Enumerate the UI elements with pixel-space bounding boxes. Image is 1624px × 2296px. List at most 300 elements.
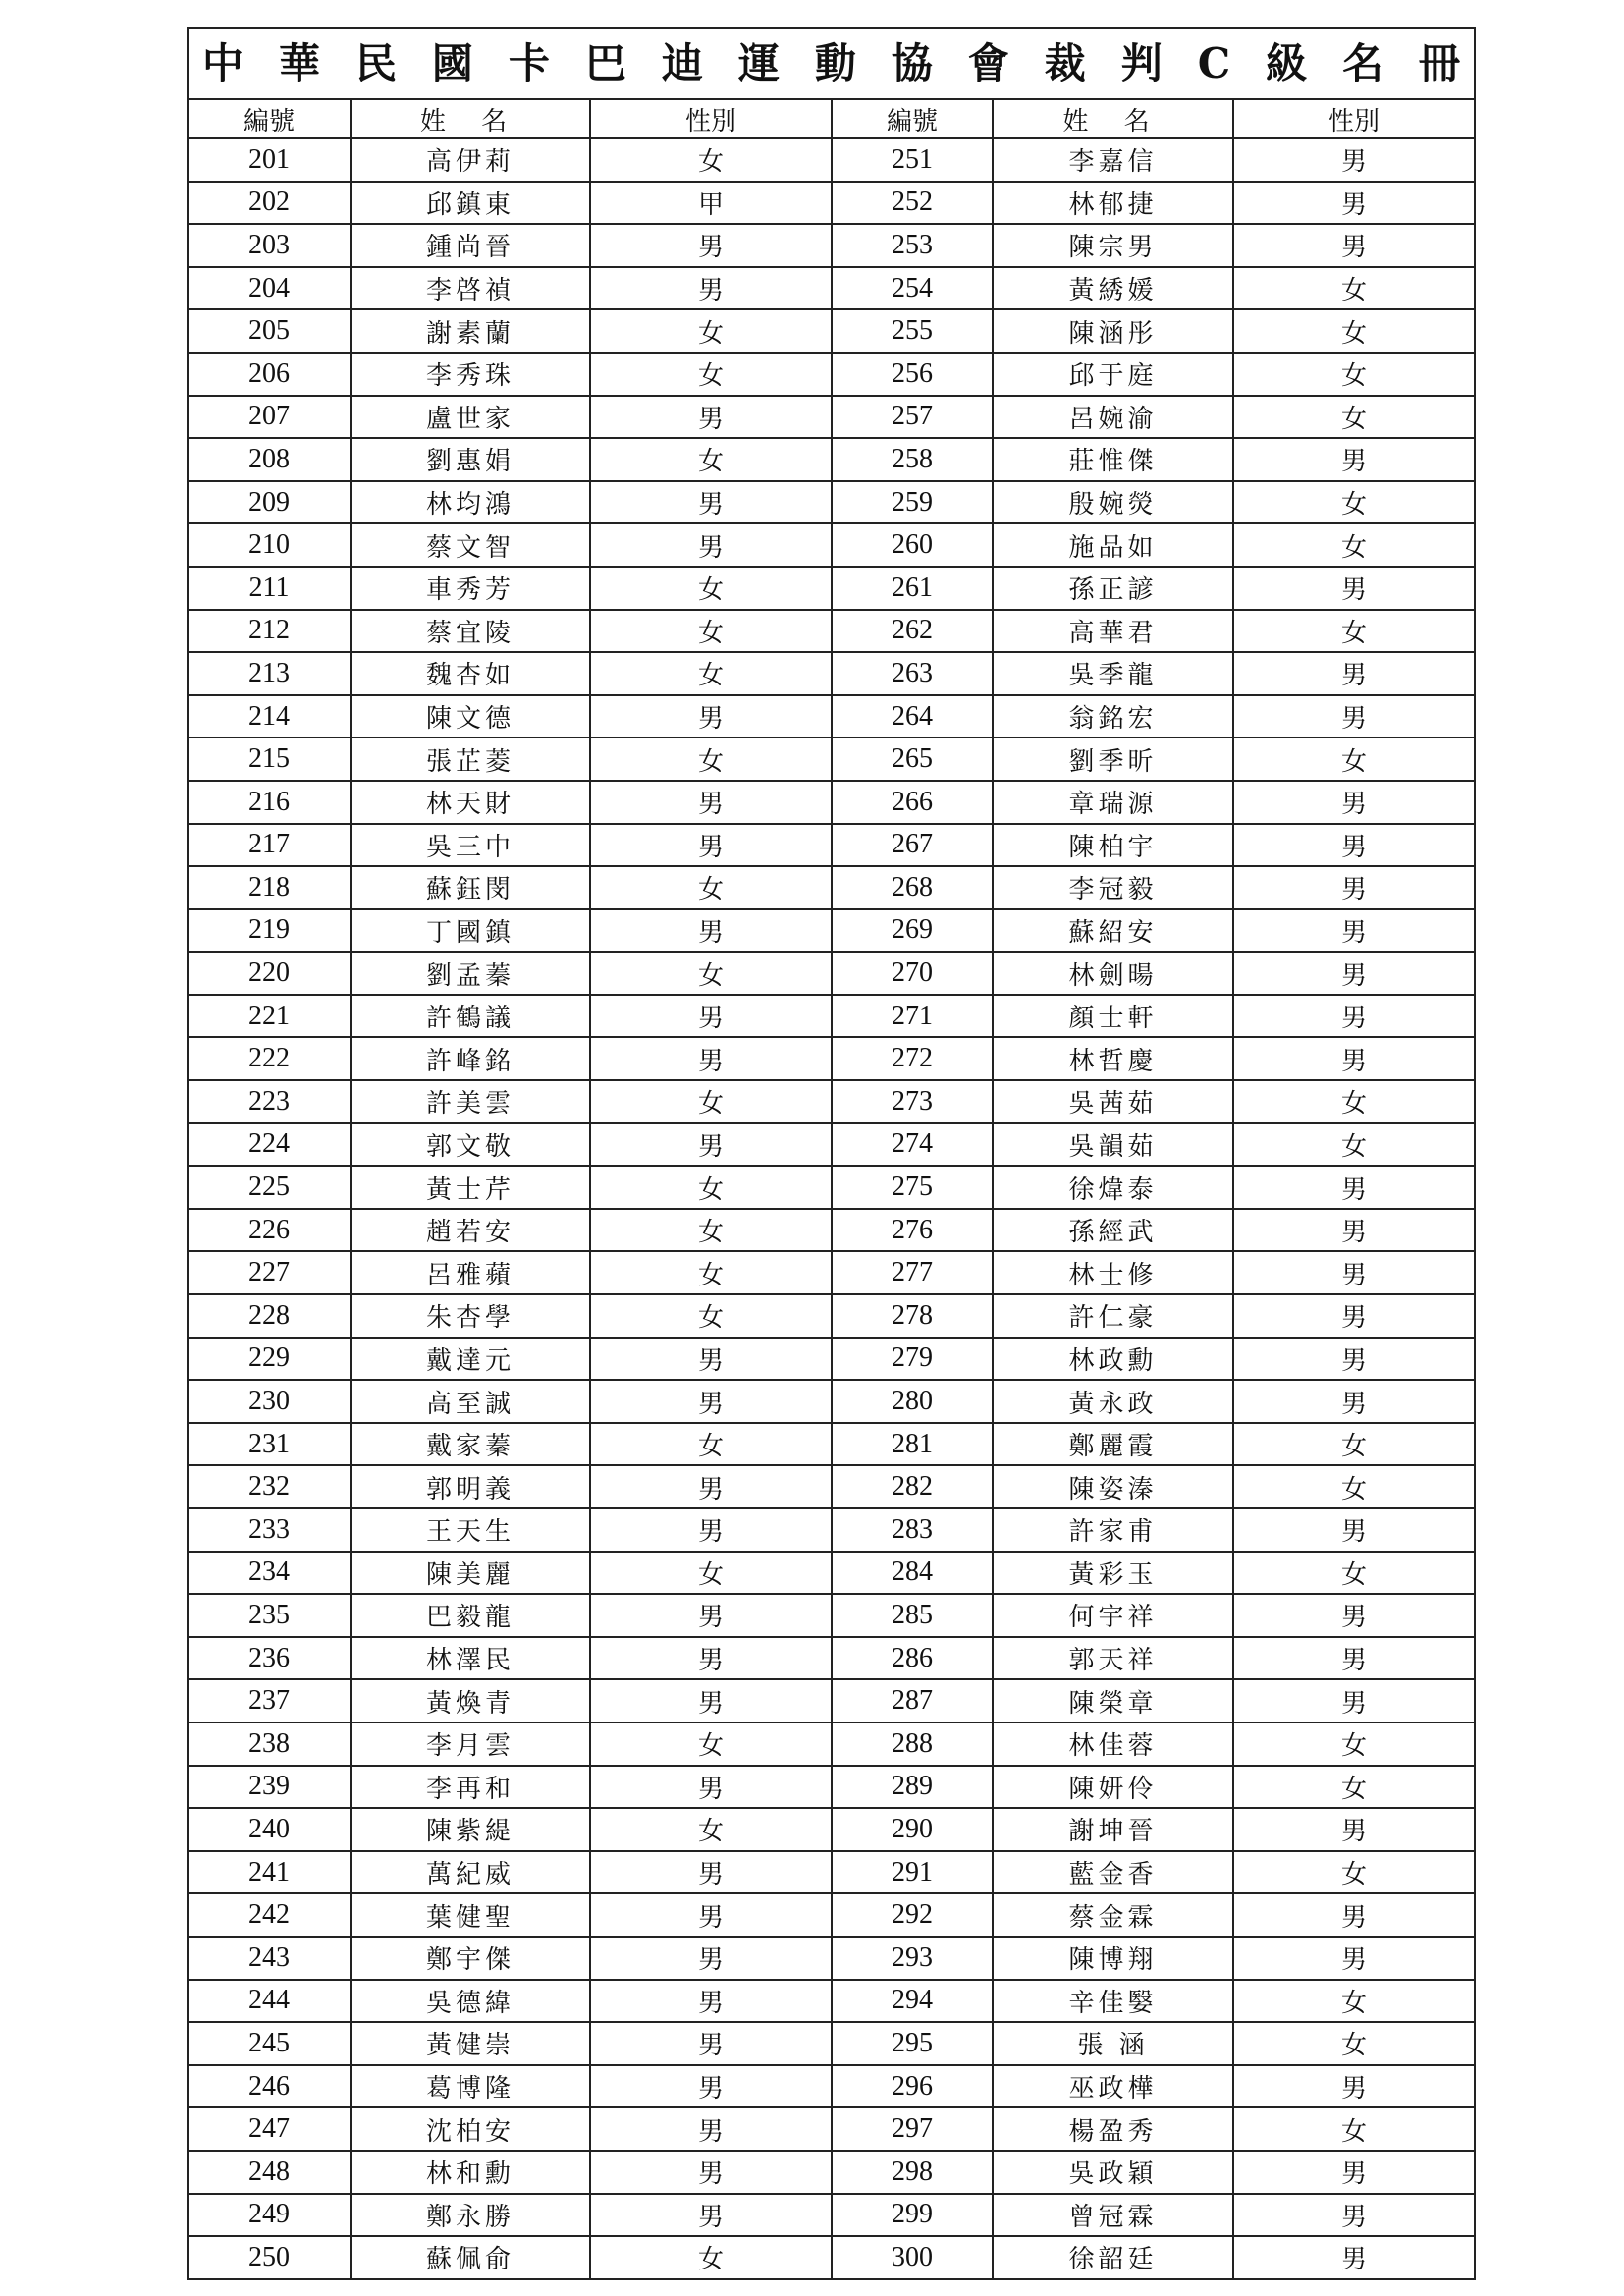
- gender-cell-left: 男: [590, 995, 832, 1038]
- name-cell-left: 呂雅蘋: [351, 1251, 590, 1294]
- number-cell-right: 296: [832, 2065, 993, 2108]
- roster-title-cell: [188, 28, 1475, 99]
- name-cell-left: 黃士芹: [351, 1166, 590, 1209]
- name-cell-right: 林佳蓉: [993, 1722, 1233, 1766]
- name-cell-right: 蘇紹安: [993, 909, 1233, 953]
- number-cell-right: 257: [832, 396, 993, 439]
- gender-cell-left: 女: [590, 1080, 832, 1123]
- name-cell-right: 徐煒泰: [993, 1166, 1233, 1209]
- gender-cell-left: 女: [590, 1722, 832, 1766]
- number-cell-right: 261: [832, 567, 993, 610]
- number-cell-left: 210: [188, 523, 351, 567]
- number-cell-right: 278: [832, 1294, 993, 1338]
- gender-cell-right: 男: [1233, 2236, 1475, 2279]
- table-row: [188, 652, 1475, 695]
- number-cell-left: 242: [188, 1893, 351, 1937]
- number-cell-left: 212: [188, 610, 351, 653]
- number-cell-left: 220: [188, 952, 351, 995]
- number-cell-right: 254: [832, 267, 993, 310]
- header-gender-left: 性別: [590, 99, 832, 138]
- number-cell-right: 298: [832, 2151, 993, 2194]
- name-cell-left: 鄭永勝: [351, 2194, 590, 2237]
- table-row: [188, 952, 1475, 995]
- name-cell-right: 藍金香: [993, 1851, 1233, 1894]
- name-cell-right: 高華君: [993, 610, 1233, 653]
- table-row: [188, 2151, 1475, 2194]
- name-cell-right: 黃永政: [993, 1380, 1233, 1423]
- number-cell-left: 214: [188, 695, 351, 738]
- gender-cell-right: 女: [1233, 1123, 1475, 1167]
- name-cell-left: 許美雲: [351, 1080, 590, 1123]
- table-row: [188, 610, 1475, 653]
- name-cell-right: 林政勳: [993, 1338, 1233, 1381]
- table-row: [188, 138, 1475, 182]
- table-row: [188, 1766, 1475, 1809]
- name-cell-left: 吳德緯: [351, 1980, 590, 2023]
- number-cell-left: 232: [188, 1465, 351, 1508]
- gender-cell-left: 男: [590, 1465, 832, 1508]
- gender-cell-right: 男: [1233, 824, 1475, 867]
- gender-cell-left: 女: [590, 353, 832, 396]
- table-row: [188, 2065, 1475, 2108]
- name-cell-left: 劉惠娟: [351, 438, 590, 481]
- name-cell-left: 蘇鈺閔: [351, 866, 590, 909]
- number-cell-left: 203: [188, 224, 351, 267]
- name-cell-right: 楊盈秀: [993, 2107, 1233, 2151]
- name-cell-right: 孫經武: [993, 1209, 1233, 1252]
- gender-cell-right: 男: [1233, 438, 1475, 481]
- number-cell-right: 287: [832, 1679, 993, 1722]
- gender-cell-left: 女: [590, 610, 832, 653]
- number-cell-left: 245: [188, 2022, 351, 2065]
- name-cell-right: 吳政穎: [993, 2151, 1233, 2194]
- gender-cell-left: 男: [590, 2107, 832, 2151]
- gender-cell-right: 男: [1233, 1508, 1475, 1552]
- gender-cell-right: 男: [1233, 1637, 1475, 1680]
- table-row: [188, 2194, 1475, 2237]
- gender-cell-right: 男: [1233, 1294, 1475, 1338]
- table-row: [188, 781, 1475, 824]
- table-row: [188, 1209, 1475, 1252]
- gender-cell-right: 男: [1233, 1893, 1475, 1937]
- gender-cell-right: 女: [1233, 2107, 1475, 2151]
- number-cell-left: 213: [188, 652, 351, 695]
- number-cell-right: 286: [832, 1637, 993, 1680]
- gender-cell-right: 女: [1233, 1552, 1475, 1595]
- name-cell-right: 顏士軒: [993, 995, 1233, 1038]
- number-cell-right: 297: [832, 2107, 993, 2151]
- name-cell-left: 萬紀威: [351, 1851, 590, 1894]
- gender-cell-right: 男: [1233, 2065, 1475, 2108]
- name-cell-left: 張芷菱: [351, 738, 590, 781]
- number-cell-left: 227: [188, 1251, 351, 1294]
- gender-cell-left: 男: [590, 1980, 832, 2023]
- gender-cell-right: 男: [1233, 1679, 1475, 1722]
- gender-cell-left: 女: [590, 2236, 832, 2279]
- roster-title: 中華民國卡巴迪運動協會裁判C級名冊: [202, 39, 1461, 87]
- name-cell-right: 陳宗男: [993, 224, 1233, 267]
- table-row: [188, 1037, 1475, 1080]
- name-cell-left: 蘇佩俞: [351, 2236, 590, 2279]
- gender-cell-right: 女: [1233, 2022, 1475, 2065]
- number-cell-left: 201: [188, 138, 351, 182]
- gender-cell-left: 女: [590, 1166, 832, 1209]
- table-row: [188, 396, 1475, 439]
- table-row: [188, 1080, 1475, 1123]
- number-cell-right: 264: [832, 695, 993, 738]
- gender-cell-right: 男: [1233, 2194, 1475, 2237]
- number-cell-right: 277: [832, 1251, 993, 1294]
- table-row: [188, 481, 1475, 524]
- number-cell-right: 260: [832, 523, 993, 567]
- gender-cell-left: 男: [590, 2022, 832, 2065]
- table-row: [188, 1637, 1475, 1680]
- number-cell-left: 234: [188, 1552, 351, 1595]
- number-cell-left: 225: [188, 1166, 351, 1209]
- number-cell-right: 252: [832, 182, 993, 225]
- table-row: [188, 866, 1475, 909]
- table-row: [188, 1251, 1475, 1294]
- name-cell-right: 謝坤晉: [993, 1808, 1233, 1851]
- number-cell-left: 204: [188, 267, 351, 310]
- gender-cell-left: 甲: [590, 182, 832, 225]
- name-cell-left: 戴家蓁: [351, 1423, 590, 1466]
- table-row: [188, 438, 1475, 481]
- number-cell-right: 270: [832, 952, 993, 995]
- table-row: [188, 1294, 1475, 1338]
- number-cell-left: 243: [188, 1937, 351, 1980]
- name-cell-left: 許峰銘: [351, 1037, 590, 1080]
- gender-cell-left: 男: [590, 1594, 832, 1637]
- name-cell-left: 劉孟蓁: [351, 952, 590, 995]
- number-cell-right: 266: [832, 781, 993, 824]
- gender-cell-left: 男: [590, 781, 832, 824]
- name-cell-left: 陳文德: [351, 695, 590, 738]
- name-cell-right: 吳韻茹: [993, 1123, 1233, 1167]
- number-cell-right: 268: [832, 866, 993, 909]
- name-cell-right: 曾冠霖: [993, 2194, 1233, 2237]
- number-cell-right: 285: [832, 1594, 993, 1637]
- number-cell-left: 216: [188, 781, 351, 824]
- gender-cell-right: 女: [1233, 1080, 1475, 1123]
- name-cell-left: 邱鎮東: [351, 182, 590, 225]
- number-cell-right: 282: [832, 1465, 993, 1508]
- gender-cell-right: 男: [1233, 781, 1475, 824]
- number-cell-left: 244: [188, 1980, 351, 2023]
- table-row: [188, 309, 1475, 353]
- gender-cell-left: 男: [590, 909, 832, 953]
- number-cell-left: 226: [188, 1209, 351, 1252]
- gender-cell-right: 女: [1233, 396, 1475, 439]
- gender-cell-left: 男: [590, 1037, 832, 1080]
- table-row: [188, 1594, 1475, 1637]
- number-cell-left: 211: [188, 567, 351, 610]
- number-cell-right: 262: [832, 610, 993, 653]
- number-cell-left: 222: [188, 1037, 351, 1080]
- name-cell-right: 施品如: [993, 523, 1233, 567]
- table-row: [188, 2107, 1475, 2151]
- name-cell-left: 巴毅龍: [351, 1594, 590, 1637]
- gender-cell-right: 男: [1233, 995, 1475, 1038]
- gender-cell-right: 男: [1233, 695, 1475, 738]
- header-number-right: 編號: [832, 99, 993, 138]
- table-row: [188, 1851, 1475, 1894]
- gender-cell-left: 女: [590, 1808, 832, 1851]
- gender-cell-right: 女: [1233, 1766, 1475, 1809]
- name-cell-right: 劉季昕: [993, 738, 1233, 781]
- header-gender-right: 性別: [1233, 99, 1475, 138]
- table-row: [188, 567, 1475, 610]
- number-cell-right: 290: [832, 1808, 993, 1851]
- gender-cell-right: 男: [1233, 1037, 1475, 1080]
- gender-cell-right: 女: [1233, 1851, 1475, 1894]
- table-row: [188, 224, 1475, 267]
- table-row: [188, 695, 1475, 738]
- name-cell-right: 吳季龍: [993, 652, 1233, 695]
- table-row: [188, 1123, 1475, 1167]
- name-cell-right: 章瑞源: [993, 781, 1233, 824]
- gender-cell-right: 男: [1233, 1808, 1475, 1851]
- name-cell-right: 吳茜茹: [993, 1080, 1233, 1123]
- number-cell-right: 299: [832, 2194, 993, 2237]
- number-cell-left: 247: [188, 2107, 351, 2151]
- table-row: [188, 182, 1475, 225]
- number-cell-left: 208: [188, 438, 351, 481]
- table-row: [188, 1423, 1475, 1466]
- name-cell-left: 魏杏如: [351, 652, 590, 695]
- number-cell-right: 294: [832, 1980, 993, 2023]
- gender-cell-right: 男: [1233, 1594, 1475, 1637]
- name-cell-left: 郭文敬: [351, 1123, 590, 1167]
- name-cell-right: 陳妍伶: [993, 1766, 1233, 1809]
- number-cell-right: 263: [832, 652, 993, 695]
- gender-cell-left: 男: [590, 1508, 832, 1552]
- name-cell-right: 林郁捷: [993, 182, 1233, 225]
- gender-cell-left: 男: [590, 1893, 832, 1937]
- name-cell-left: 陳紫緹: [351, 1808, 590, 1851]
- number-cell-left: 229: [188, 1338, 351, 1381]
- gender-cell-right: 女: [1233, 1980, 1475, 2023]
- name-cell-left: 李啓禎: [351, 267, 590, 310]
- number-cell-left: 250: [188, 2236, 351, 2279]
- name-cell-left: 蔡文智: [351, 523, 590, 567]
- gender-cell-left: 女: [590, 952, 832, 995]
- gender-cell-left: 女: [590, 1294, 832, 1338]
- name-cell-left: 黃健崇: [351, 2022, 590, 2065]
- header-name-left: 姓 名: [351, 99, 590, 138]
- gender-cell-left: 男: [590, 523, 832, 567]
- gender-cell-right: 女: [1233, 353, 1475, 396]
- name-cell-right: 李嘉信: [993, 138, 1233, 182]
- referee-roster-table: [187, 27, 1476, 2280]
- number-cell-left: 228: [188, 1294, 351, 1338]
- number-cell-right: 291: [832, 1851, 993, 1894]
- gender-cell-left: 女: [590, 1251, 832, 1294]
- name-cell-right: 李冠毅: [993, 866, 1233, 909]
- name-cell-right: 林士修: [993, 1251, 1233, 1294]
- name-cell-right: 林哲慶: [993, 1037, 1233, 1080]
- name-cell-left: 黃煥青: [351, 1679, 590, 1722]
- name-cell-right: 陳姿溱: [993, 1465, 1233, 1508]
- number-cell-left: 236: [188, 1637, 351, 1680]
- number-cell-left: 215: [188, 738, 351, 781]
- table-row: [188, 1380, 1475, 1423]
- gender-cell-left: 男: [590, 1679, 832, 1722]
- name-cell-left: 朱杏學: [351, 1294, 590, 1338]
- number-cell-right: 283: [832, 1508, 993, 1552]
- number-cell-left: 207: [188, 396, 351, 439]
- number-cell-left: 231: [188, 1423, 351, 1466]
- gender-cell-left: 男: [590, 2194, 832, 2237]
- number-cell-left: 246: [188, 2065, 351, 2108]
- number-cell-right: 253: [832, 224, 993, 267]
- name-cell-left: 沈柏安: [351, 2107, 590, 2151]
- name-cell-left: 趙若安: [351, 1209, 590, 1252]
- number-cell-left: 209: [188, 481, 351, 524]
- table-row: [188, 2236, 1475, 2279]
- gender-cell-right: 男: [1233, 652, 1475, 695]
- number-cell-left: 205: [188, 309, 351, 353]
- roster-body: [188, 138, 1475, 2279]
- table-row: [188, 1679, 1475, 1722]
- table-row: [188, 267, 1475, 310]
- gender-cell-right: 女: [1233, 610, 1475, 653]
- number-cell-right: 271: [832, 995, 993, 1038]
- table-row: [188, 909, 1475, 953]
- name-cell-right: 黃彩玉: [993, 1552, 1233, 1595]
- number-cell-right: 273: [832, 1080, 993, 1123]
- number-cell-right: 275: [832, 1166, 993, 1209]
- name-cell-left: 葉健聖: [351, 1893, 590, 1937]
- gender-cell-right: 男: [1233, 182, 1475, 225]
- gender-cell-left: 女: [590, 652, 832, 695]
- gender-cell-right: 男: [1233, 952, 1475, 995]
- gender-cell-right: 男: [1233, 1209, 1475, 1252]
- header-number-left: 編號: [188, 99, 351, 138]
- number-cell-right: 269: [832, 909, 993, 953]
- gender-cell-right: 男: [1233, 866, 1475, 909]
- gender-cell-left: 女: [590, 1423, 832, 1466]
- name-cell-left: 車秀芳: [351, 567, 590, 610]
- gender-cell-left: 女: [590, 309, 832, 353]
- name-cell-left: 陳美麗: [351, 1552, 590, 1595]
- gender-cell-right: 女: [1233, 523, 1475, 567]
- name-cell-left: 鍾尚晉: [351, 224, 590, 267]
- name-cell-right: 陳博翔: [993, 1937, 1233, 1980]
- name-cell-left: 戴達元: [351, 1338, 590, 1381]
- name-cell-right: 蔡金霖: [993, 1893, 1233, 1937]
- number-cell-left: 206: [188, 353, 351, 396]
- name-cell-left: 李秀珠: [351, 353, 590, 396]
- number-cell-right: 284: [832, 1552, 993, 1595]
- table-row: [188, 738, 1475, 781]
- number-cell-right: 267: [832, 824, 993, 867]
- gender-cell-right: 男: [1233, 2151, 1475, 2194]
- name-cell-left: 鄭宇傑: [351, 1937, 590, 1980]
- number-cell-left: 218: [188, 866, 351, 909]
- number-cell-right: 276: [832, 1209, 993, 1252]
- table-row: [188, 1937, 1475, 1980]
- name-cell-left: 王天生: [351, 1508, 590, 1552]
- table-row: [188, 1465, 1475, 1508]
- number-cell-left: 235: [188, 1594, 351, 1637]
- gender-cell-left: 女: [590, 438, 832, 481]
- name-cell-left: 林澤民: [351, 1637, 590, 1680]
- name-cell-right: 呂婉渝: [993, 396, 1233, 439]
- number-cell-left: 202: [188, 182, 351, 225]
- number-cell-left: 224: [188, 1123, 351, 1167]
- number-cell-right: 251: [832, 138, 993, 182]
- name-cell-left: 李月雲: [351, 1722, 590, 1766]
- gender-cell-right: 女: [1233, 481, 1475, 524]
- gender-cell-right: 男: [1233, 1166, 1475, 1209]
- name-cell-right: 莊惟傑: [993, 438, 1233, 481]
- number-cell-right: 295: [832, 2022, 993, 2065]
- name-cell-left: 蔡宜陵: [351, 610, 590, 653]
- number-cell-left: 219: [188, 909, 351, 953]
- name-cell-right: 巫政樺: [993, 2065, 1233, 2108]
- table-row: [188, 995, 1475, 1038]
- number-cell-right: 280: [832, 1380, 993, 1423]
- gender-cell-right: 男: [1233, 1338, 1475, 1381]
- number-cell-left: 221: [188, 995, 351, 1038]
- gender-cell-left: 男: [590, 2151, 832, 2194]
- name-cell-right: 陳柏宇: [993, 824, 1233, 867]
- table-row: [188, 1552, 1475, 1595]
- name-cell-right: 許家甫: [993, 1508, 1233, 1552]
- gender-cell-right: 男: [1233, 567, 1475, 610]
- gender-cell-right: 女: [1233, 1722, 1475, 1766]
- number-cell-right: 272: [832, 1037, 993, 1080]
- gender-cell-left: 男: [590, 1338, 832, 1381]
- number-cell-right: 256: [832, 353, 993, 396]
- gender-cell-left: 男: [590, 1937, 832, 1980]
- gender-cell-right: 女: [1233, 267, 1475, 310]
- table-row: [188, 1338, 1475, 1381]
- gender-cell-right: 男: [1233, 1380, 1475, 1423]
- name-cell-right: 許仁豪: [993, 1294, 1233, 1338]
- number-cell-left: 248: [188, 2151, 351, 2194]
- gender-cell-left: 男: [590, 2065, 832, 2108]
- number-cell-left: 223: [188, 1080, 351, 1123]
- number-cell-right: 300: [832, 2236, 993, 2279]
- gender-cell-right: 女: [1233, 1465, 1475, 1508]
- name-cell-left: 林天財: [351, 781, 590, 824]
- column-header-row: [188, 99, 1475, 138]
- name-cell-left: 高伊莉: [351, 138, 590, 182]
- name-cell-left: 李再和: [351, 1766, 590, 1809]
- name-cell-right: 黃綉媛: [993, 267, 1233, 310]
- table-row: [188, 523, 1475, 567]
- gender-cell-left: 女: [590, 1209, 832, 1252]
- number-cell-right: 281: [832, 1423, 993, 1466]
- number-cell-right: 279: [832, 1338, 993, 1381]
- number-cell-left: 238: [188, 1722, 351, 1766]
- number-cell-left: 233: [188, 1508, 351, 1552]
- name-cell-right: 林劍暘: [993, 952, 1233, 995]
- number-cell-right: 255: [832, 309, 993, 353]
- number-cell-right: 259: [832, 481, 993, 524]
- number-cell-right: 289: [832, 1766, 993, 1809]
- name-cell-left: 丁國鎮: [351, 909, 590, 953]
- number-cell-right: 274: [832, 1123, 993, 1167]
- name-cell-left: 吳三中: [351, 824, 590, 867]
- header-name-right: 姓 名: [993, 99, 1233, 138]
- gender-cell-left: 男: [590, 396, 832, 439]
- name-cell-right: 郭天祥: [993, 1637, 1233, 1680]
- gender-cell-left: 男: [590, 1637, 832, 1680]
- gender-cell-left: 男: [590, 1766, 832, 1809]
